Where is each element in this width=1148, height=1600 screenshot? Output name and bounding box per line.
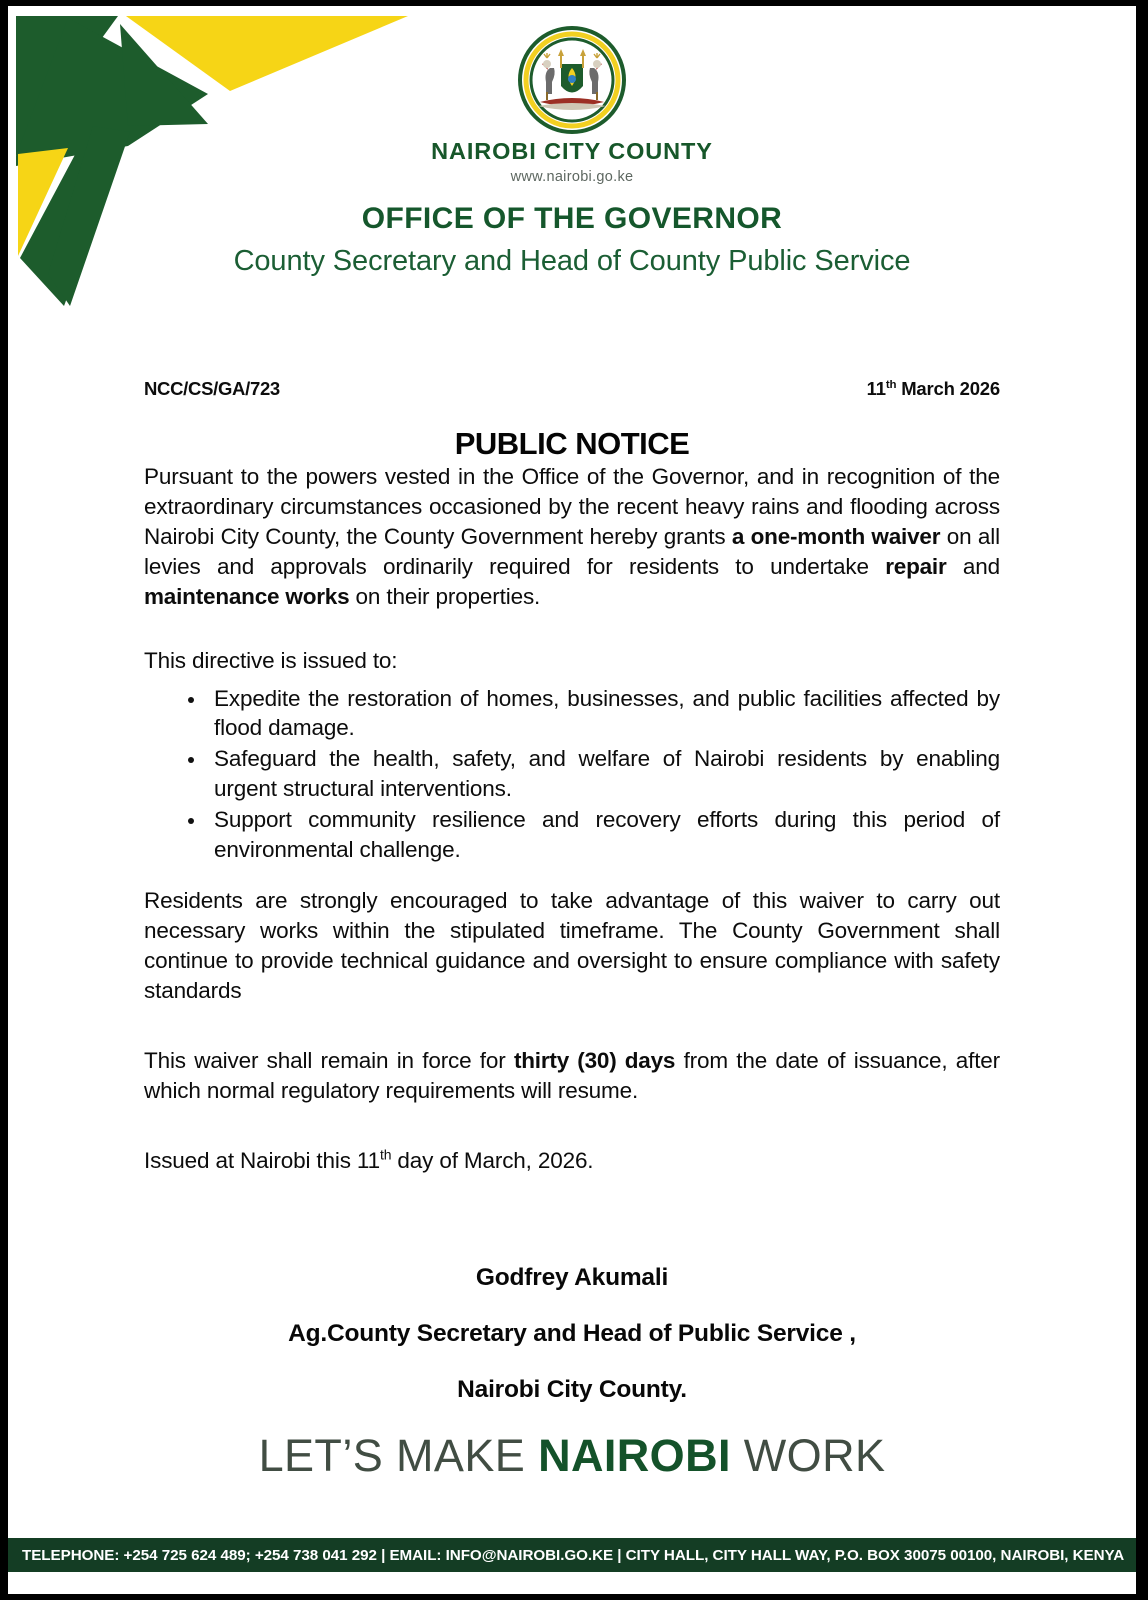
list-item: Expedite the restoration of homes, businesses, and public facilities affected by flood damage.	[214, 684, 1000, 744]
reference-date-row	[144, 378, 1000, 400]
document-sheet	[8, 6, 1136, 1594]
organisation-name: NAIROBI CITY COUNTY	[431, 138, 713, 164]
issue-date: 11th March 2026	[866, 378, 1000, 399]
directive-intro: This directive is issued to:	[144, 647, 398, 673]
footer-bar	[8, 1538, 1136, 1572]
list-item: Support community resilience and recovery efforts during this period of environmental challenge.	[214, 805, 1000, 865]
spacer	[144, 1106, 1000, 1146]
office-title: OFFICE OF THE GOVERNOR	[361, 202, 783, 235]
signatory-name: Godfrey Akumali	[475, 1264, 669, 1291]
document-body	[144, 378, 1000, 1176]
paragraph-waiver: Pursuant to the powers vested in the Office of the Governor, and in recognition of the extraordinary circumstances occasioned by the recent heavy rains and flooding across Nairobi City County, the County Government hereby grants a one-month waiver on all levies and approvals ordinarily required for residents to undertake repair and maintenance works on their properties.	[144, 464, 1000, 609]
list-item: Safeguard the health, safety, and welfare of Nairobi residents by enabling urgent structural interventions.	[214, 744, 1000, 804]
directive-list	[144, 684, 1000, 866]
issued-line: Issued at Nairobi this 11th day of March, 2026.	[144, 1146, 594, 1173]
spacer	[144, 612, 1000, 646]
footer-contact-text: TELEPHONE: +254 725 624 489; +254 738 041 292 | EMAIL: INFO@NAIROBI.GO.KE | CITY HALL, CITY HALL WAY, P.O. BOX 30075 00100, NAIROBI, KENYA	[22, 1546, 1125, 1564]
tagline-trail: WORK	[730, 1430, 886, 1481]
office-subtitle: County Secretary and Head of County Public Service	[233, 245, 911, 277]
spacer	[144, 866, 1000, 886]
reference-number: NCC/CS/GA/723	[144, 378, 280, 399]
page-title: PUBLIC NOTICE	[454, 426, 690, 461]
tagline-lead: LET’S MAKE	[258, 1430, 539, 1481]
paragraph-duration: This waiver shall remain in force for thirty (30) days from the date of issuance, after which normal regulatory requirements will resume.	[144, 1047, 1001, 1103]
signatory-role: Ag.County Secretary and Head of Public Service ,	[288, 1320, 856, 1347]
tagline-brand: NAIROBI	[538, 1430, 731, 1481]
paragraph-encouragement: Residents are strongly encouraged to take advantage of this waiver to carry out necessary works within the stipulated timeframe. The County Government shall continue to provide technical guidance and oversight to ensure compliance with safety standards	[144, 888, 1000, 1003]
coat-of-arms-emblem	[516, 24, 628, 136]
letterhead	[8, 24, 1136, 278]
signature-block	[8, 1264, 1136, 1404]
tagline	[8, 1430, 1136, 1482]
organisation-website: www.nairobi.go.ke	[510, 169, 634, 185]
signatory-organisation: Nairobi City County.	[457, 1376, 687, 1403]
spacer	[144, 1006, 1000, 1046]
